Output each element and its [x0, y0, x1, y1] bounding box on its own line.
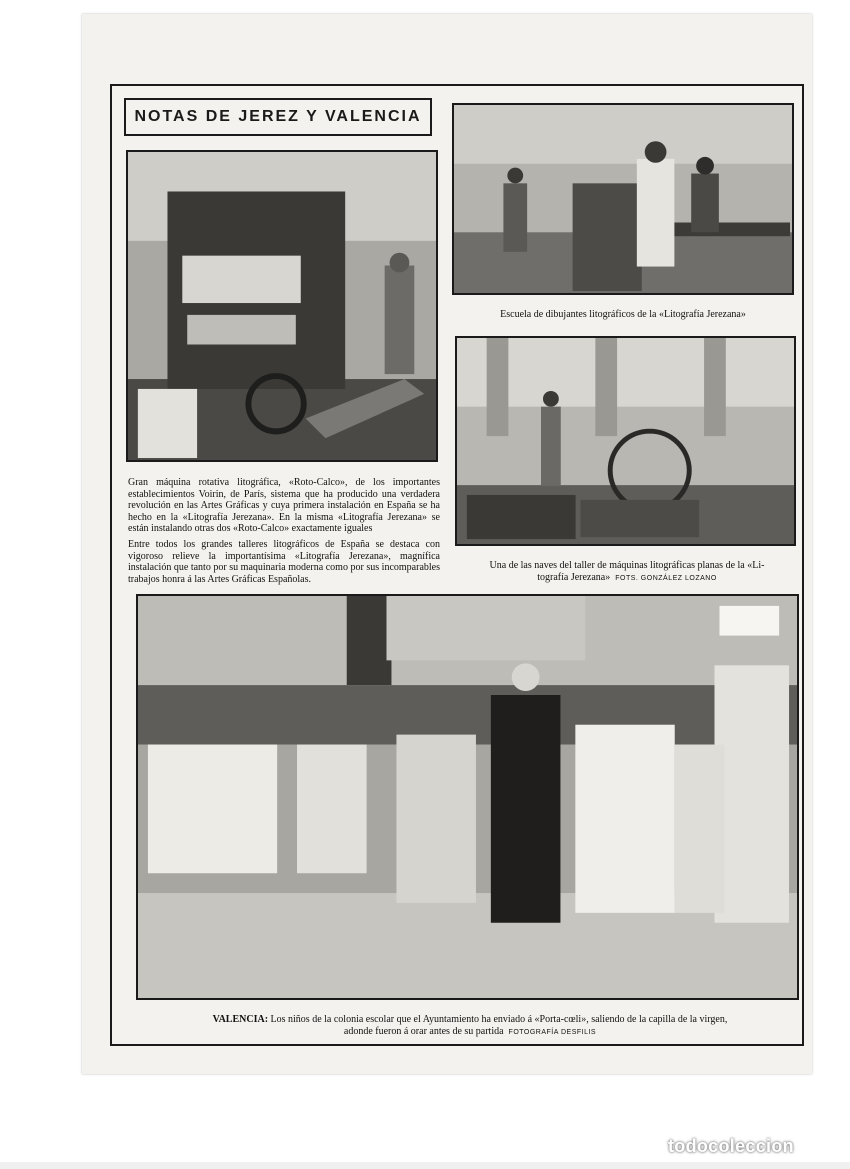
workshop-photo-credit: FOTS. GONZÁLEZ LOZANO: [615, 574, 717, 582]
press-caption-text: Gran máquina rotativa litográfica, «Roto-Calco», de los importantes establecimientos Voirin, de París, sistema que ha producido una verdadera revolución en las Artes Gráficas y cuya primera instalación en España se ha hecho en la «Litografía Jerezana». En la misma «Litografía Jerezana» se están instalando otras dos «Roto-Calco» exactamente iguales: [128, 477, 440, 534]
drawing-school-photo: [452, 103, 794, 295]
press-caption: [128, 477, 440, 535]
site-watermark: todocoleccion: [668, 1136, 794, 1156]
workshops-paragraph-text: Entre todos los grandes talleres litográficos de España se destaca con vigoroso relieve la importantísima «Litografía Jerezana», magnífica instalación que tanto por su maquinaria moderna como por sus incomparables trabajos honra á las Artes Gráficas Españolas.: [128, 539, 440, 585]
valencia-caption-lead: VALENCIA:: [212, 1014, 269, 1025]
page-title: NOTAS DE JEREZ Y VALENCIA: [124, 98, 432, 136]
bottom-strip: [0, 1162, 850, 1169]
valencia-caption-line2: adonde fueron á orar antes de su partida: [343, 1025, 504, 1037]
workshop-caption: [452, 560, 802, 584]
valencia-caption-line1: Los niños de la colonia escolar que el Ayuntamiento ha enviado á «Porta-cœli», saliendo de la capilla de la virgen,: [270, 1014, 728, 1025]
valencia-caption: [140, 1014, 800, 1038]
workshop-photo: [455, 336, 796, 546]
workshops-paragraph: [128, 539, 440, 585]
valencia-children-photo: [136, 594, 799, 1000]
valencia-photo-credit: FOTOGRAFÍA DESFILIS: [508, 1028, 597, 1036]
rotary-press-photo: [126, 150, 438, 462]
workshop-caption-line1: Una de las naves del taller de máquinas litográficas planas de la «Li-: [489, 560, 765, 571]
workshop-caption-line2: tografía Jerezana»: [537, 571, 611, 583]
drawing-school-caption-text: Escuela de dibujantes litográficos de la «Litografía Jerezana»: [500, 309, 746, 320]
drawing-school-caption: [452, 309, 794, 321]
